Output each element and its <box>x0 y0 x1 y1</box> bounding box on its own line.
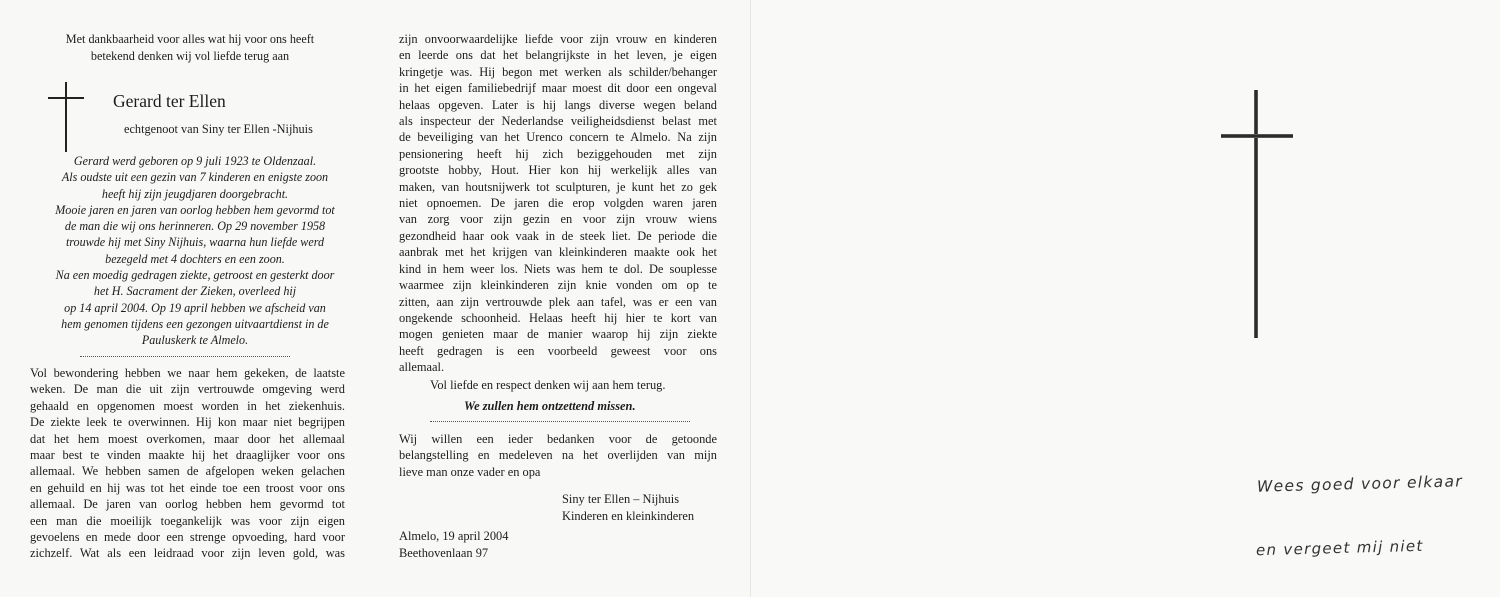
dotted-divider <box>80 356 290 357</box>
text-line: gehaald en opgenomen moest worden in het ziekenhuis. <box>30 398 345 413</box>
bio-line: Gerard werd geboren op 9 juli 1923 te Oldenzaal. <box>73 154 317 168</box>
text-line: maar best te vinden maakte hij het draaglijker voor ons <box>30 448 345 463</box>
text-line: zijn onvoorwaardelijke liefde voor zijn vrouw en kinderen <box>399 32 717 46</box>
deceased-name: Gerard ter Ellen <box>113 91 226 111</box>
text-line: de beveiliging van het Urenco concern te Almelo. Na zijn <box>399 130 717 145</box>
text-line: lieve man onze vader en opa <box>399 464 541 479</box>
handwritten-quote-line1: Wees goed voor elkaar <box>1256 472 1464 496</box>
text-line: allemaal. We hebben samen de afgelopen weken gelachen <box>30 464 345 479</box>
intro-line: betekend denken wij vol liefde terug aan <box>90 49 290 63</box>
cross-icon <box>1221 90 1293 340</box>
left-panel <box>0 0 370 597</box>
dotted-divider <box>430 421 690 422</box>
text-line: grootste hobby, Hout. Hier kon hij werkelijk alles van <box>399 163 717 178</box>
bio-line: Na een moedig gedragen ziekte, getroost en gesterkt door <box>55 268 335 283</box>
signature-line: Kinderen en kleinkinderen <box>562 509 695 523</box>
bio-line: hem genomen tijdens een gezongen uitvaartdienst in de <box>61 316 329 331</box>
bio-line: Als oudste uit een gezin van 7 kinderen en enigste zoon <box>61 170 329 185</box>
middle-panel <box>370 0 750 597</box>
text-line: allemaal. <box>399 360 445 375</box>
text-line: in het eigen familiebedrijf maar moest dit door een ongeval <box>399 81 717 96</box>
thanks-text <box>399 431 717 480</box>
text-line: en leerde ons dat het belangrijkste in het leven, je eigen <box>399 48 717 63</box>
text-line: Vol bewondering hebben we naar hem gekeken, de laatste <box>30 366 345 380</box>
text-line: aanbrak met het krijgen van kleinkinderen maakte ook het <box>399 245 717 260</box>
miss-line: We zullen hem ontzettend missen. <box>464 399 636 413</box>
text-line: en gehuild en hij was tot het einde toe een troost voor ons <box>30 480 345 495</box>
cross-icon <box>46 82 86 152</box>
text-line: ongekende schoonheid. Helaas heeft hij hier te kort van <box>399 310 717 325</box>
intro-text <box>40 31 340 65</box>
bio-line: de man die wij ons herinneren. Op 29 november 1958 <box>64 219 326 234</box>
text-line: een man die moeilijk toegankelijk was voor zijn eigen <box>30 513 345 528</box>
signature-line: Siny ter Ellen – Nijhuis <box>562 492 680 506</box>
bio-line: op 14 april 2004. Op 19 april hebben we afscheid van <box>64 300 326 315</box>
text-line: waarmee zijn kleinkinderen zijn knie vonden om op te <box>399 278 717 293</box>
place-date: Almelo, 19 april 2004 <box>399 529 509 543</box>
bio-line: het H. Sacrament der Zieken, overleed hij <box>93 284 297 299</box>
place-date-block <box>399 528 508 562</box>
bio-line: trouwde hij met Siny Nijhuis, waarna hun liefde werd <box>65 235 325 250</box>
intro-line: Met dankbaarheid voor alles wat hij voor ons heeft <box>65 32 315 46</box>
text-line: pensionering heeft hij zich beziggehouden met zijn <box>399 146 717 161</box>
text-line: heeft gedragen is een voorbeeld geweest voor ons <box>399 343 717 358</box>
text-line: gevoelens en mede door een strenge opvoeding, hard voor <box>30 530 345 545</box>
text-line: Wij willen een ieder bedanken voor de getoonde <box>399 432 717 446</box>
text-line: weken. De man die uit zijn vertrouwde omgeving werd <box>30 382 345 397</box>
tribute-text-part1 <box>30 365 345 562</box>
bio-line: bezegeld met 4 dochters en een zoon. <box>105 251 285 266</box>
biography <box>40 153 350 349</box>
tribute-text-part2 <box>399 31 717 376</box>
text-line: zichzelf. Wat als een leidraad voor zijn leven gold, was <box>30 546 345 561</box>
text-line: helaas opgeven. Later is hij langs diverse wegen beland <box>399 97 717 112</box>
text-line: mogen genieten maar de manier waarop hij zijn ziekte <box>399 327 717 342</box>
handwritten-quote-line2: en vergeet mij niet <box>1255 536 1424 560</box>
text-line: maken, van houtsnijwerk tot sculpturen, je kunt het zo gek <box>399 179 717 194</box>
text-line: zitten, aan zijn vertrouwde plek aan tafel, was er een van <box>399 294 717 309</box>
text-line: gezondheid haar ook vaak in de steek liet. De periode die <box>399 228 717 243</box>
text-line: niet opnoemen. De jaren die erop volgden waren jaren <box>399 196 717 211</box>
text-line: van zorg voor zijn gezin en voor zijn vrouw wiens <box>399 212 717 227</box>
right-panel <box>750 0 1500 597</box>
address: Beethovenlaan 97 <box>399 546 489 560</box>
text-line: kringetje was. Hij begon met werken als schilder/behanger <box>399 64 717 79</box>
bio-line: Pauluskerk te Almelo. <box>141 333 249 348</box>
spouse-line: echtgenoot van Siny ter Ellen -Nijhuis <box>124 122 313 136</box>
text-line: De ziekte leek te overwinnen. Hij kon maar niet begrijpen <box>30 415 345 430</box>
text-line: kind in hem weer los. Niets was hem te dol. De souplesse <box>399 261 717 276</box>
remember-line: Vol liefde en respect denken wij aan hem terug. <box>430 378 666 392</box>
text-line: als inspecteur der Nederlandse veiligheidsdienst belast met <box>399 114 717 129</box>
signature-block <box>562 491 694 525</box>
text-line: allemaal. De jaren van oorlog hebben hem gevormd tot <box>30 497 345 512</box>
bio-line: Mooie jaren en jaren van oorlog hebben hem gevormd tot <box>55 202 335 217</box>
text-line: dat het hem moest overkomen, maar door het allemaal <box>30 431 345 446</box>
bio-line: heeft hij zijn jeugdjaren doorgebracht. <box>101 186 289 201</box>
text-line: belangstelling en medeleven na het overlijden van mijn <box>399 448 717 463</box>
